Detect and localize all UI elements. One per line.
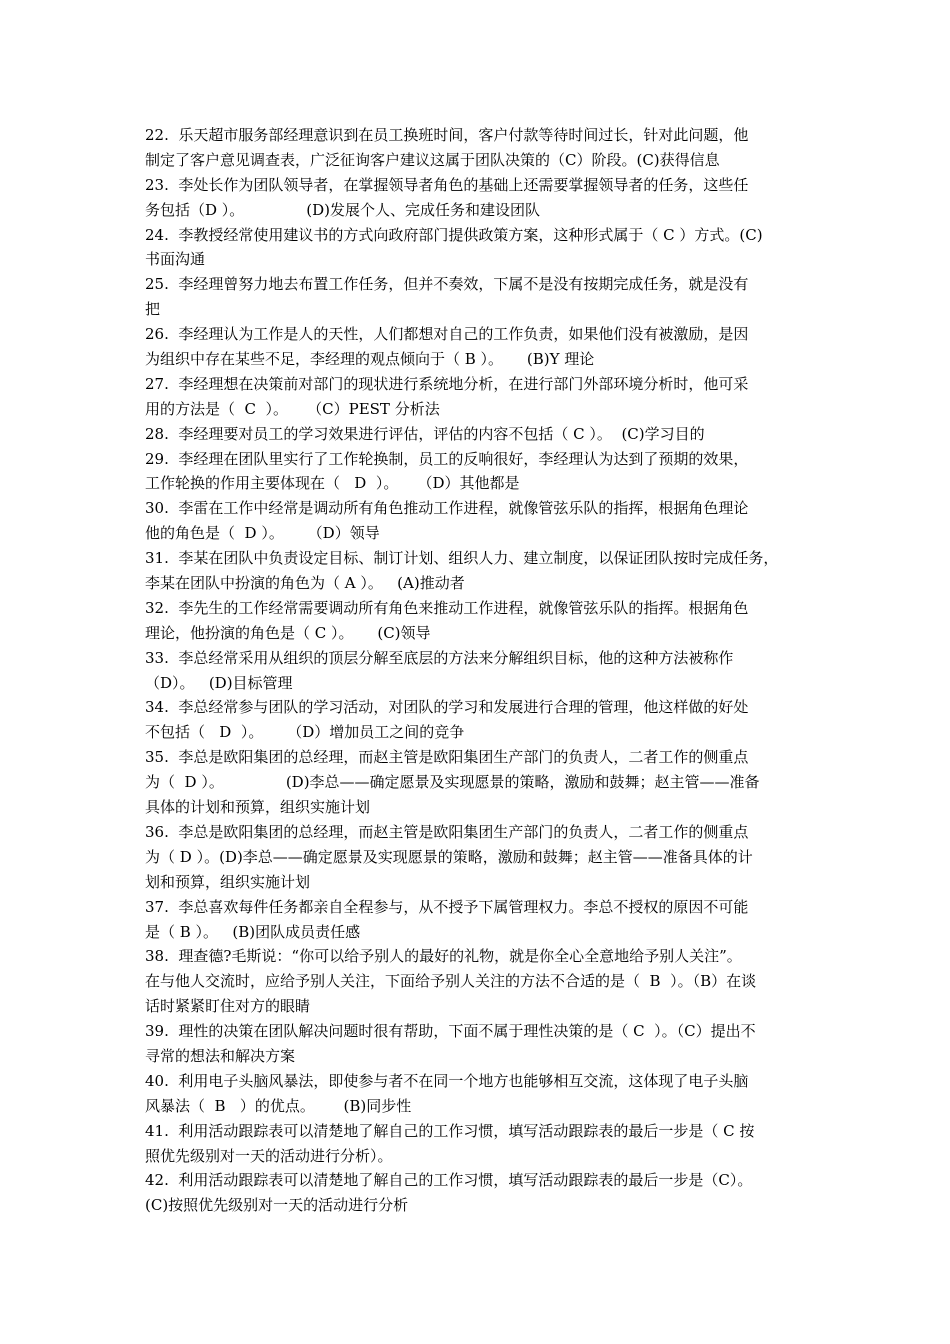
question-text-line: 23. 李处长作为团队领导者，在掌握领导者角色的基础上还需要掌握领导者的任务，这些任 [145,175,749,194]
question-item-41 [145,1119,815,1169]
question-text-line: 24. 李教授经常使用建议书的方式向政府部门提供政策方案，这种形式属于（ C ）方式。(C) [145,225,763,244]
question-text-line: 25. 李经理曾努力地去布置工作任务，但并不奏效，下属不是没有按期完成任务，就是没有 [145,275,749,294]
question-text-line: 36. 李总是欧阳集团的总经理，而赵主管是欧阳集团生产部门的负责人，二者工作的侧重点 [145,822,749,841]
question-item-31 [145,546,815,596]
question-text-line: 理论，他扮演的角色是（ C ）。 (C)领导 [145,623,431,642]
question-text-line: 34. 李总经常参与团队的学习活动，对团队的学习和发展进行合理的管理，他这样做的好处 [145,698,749,717]
question-item-36 [145,820,815,895]
question-text-line: 用的方法是（ C ）。 （C）PEST 分析法 [145,399,440,418]
question-item-23 [145,173,815,223]
question-item-26 [145,322,815,372]
question-text-line: 30. 李雷在工作中经常是调动所有角色推动工作进程，就像管弦乐队的指挥，根据角色理论 [145,499,749,518]
question-text-line: 28. 李经理要对员工的学习效果进行评估，评估的内容不包括（ C ）。 (C)学习目的 [145,424,705,443]
question-item-37 [145,895,815,945]
question-text-line: 李某在团队中扮演的角色为（ A ）。 (A)推动者 [145,574,465,593]
question-item-29 [145,447,815,497]
question-item-28 [145,422,815,447]
question-text-line: 26. 李经理认为工作是人的天性，人们都想对自己的工作负责，如果他们没有被激励，是因 [145,325,749,344]
question-text-line: 为组织中存在某些不足，李经理的观点倾向于（ B ）。 (B)Y 理论 [145,350,595,369]
question-text-line: 把 [145,300,161,319]
question-item-22 [145,123,815,173]
question-text-line: 41. 利用活动跟踪表可以清楚地了解自己的工作习惯，填写活动跟踪表的最后一步是（ C 按 [145,1121,755,1140]
question-text-line: 话时紧紧盯住对方的眼睛 [145,997,311,1016]
question-text-line: 22. 乐天超市服务部经理意识到在员工换班时间，客户付款等待时间过长，针对此问题，他 [145,126,749,144]
question-item-42 [145,1168,815,1218]
question-item-27 [145,372,815,422]
question-text-line: 风暴法（ B ）的优点。 (B)同步性 [145,1096,412,1115]
question-item-25 [145,272,815,322]
question-text-line: 29. 李经理在团队里实行了工作轮换制，员工的反响很好，李经理认为达到了预期的效果， [145,449,749,468]
question-item-32 [145,596,815,646]
question-text-line: 31. 李某在团队中负责设定目标、制订计划、组织人力、建立制度，以保证团队按时完成任务， [145,549,779,568]
question-text-line: 不包括（ D ）。 （D）增加员工之间的竞争 [145,723,465,742]
question-text-line: 在与他人交流时，应给予别人关注，下面给予别人关注的方法不合适的是（ B ）。（B）在谈 [145,972,757,991]
question-text-line: 制定了客户意见调查表，广泛征询客户建议这属于团队决策的（C）阶段。(C)获得信息 [145,150,720,169]
question-text-line: 为（ D ）。 (D)李总——确定愿景及实现愿景的策略，激励和鼓舞；赵主管——准备 [145,773,760,792]
question-item-34 [145,695,815,745]
question-text-line: 务包括（D ）。 (D)发展个人、完成任务和建设团队 [145,200,541,219]
question-text-line: 划和预算，组织实施计划 [145,872,311,891]
question-text-line: 33. 李总经常采用从组织的顶层分解至底层的方法来分解组织目标，他的这种方法被称作 [145,648,734,667]
question-item-30 [145,496,815,546]
question-text-line: 具体的计划和预算，组织实施计划 [145,798,371,817]
question-text-line: 书面沟通 [145,250,206,269]
question-text-line: 寻常的想法和解决方案 [145,1046,296,1065]
question-item-24 [145,223,815,273]
question-text-line: 32. 李先生的工作经常需要调动所有角色来推动工作进程，就像管弦乐队的指挥。根据角色 [145,598,749,617]
question-text-line: 39. 理性的决策在团队解决问题时很有帮助，下面不属于理性决策的是（ C ）。（C）提出不 [145,1022,756,1041]
question-text-line: 工作轮换的作用主要体现在（ D ）。 （D）其他都是 [145,474,520,493]
question-text-line: 35. 李总是欧阳集团的总经理，而赵主管是欧阳集团生产部门的负责人，二者工作的侧重点 [145,748,749,767]
question-item-33 [145,646,815,696]
question-text-line: 40. 利用电子头脑风暴法，即使参与者不在同一个地方也能够相互交流，这体现了电子头脑 [145,1071,749,1090]
question-text-line: 他的角色是（ D ）。 （D）领导 [145,524,380,543]
question-text-line: 照优先级别对一天的活动进行分析）。 [145,1146,393,1165]
question-text-line: (C)按照优先级别对一天的活动进行分析 [145,1196,409,1215]
question-text-line: 27. 李经理想在决策前对部门的现状进行系统地分析，在进行部门外部环境分析时，他可采 [145,374,749,393]
question-item-39 [145,1019,815,1069]
question-item-38 [145,944,815,1019]
question-list [145,123,815,1218]
question-text-line: 为（ D ）。(D)李总——确定愿景及实现愿景的策略，激励和鼓舞；赵主管——准备具体的计 [145,847,753,866]
question-text-line: 是（ B ）。 (B)团队成员责任感 [145,922,361,941]
question-text-line: 37. 李总喜欢每件任务都亲自全程参与，从不授予下属管理权力。李总不授权的原因不可能 [145,897,749,916]
question-item-40 [145,1069,815,1119]
question-text-line: （D）。 (D)目标管理 [145,673,293,692]
question-text-line: 38. 理查德?毛斯说：“你可以给予别人的最好的礼物，就是你全心全意地给予别人关注”。 [145,947,742,966]
question-item-35 [145,745,815,820]
question-text-line: 42. 利用活动跟踪表可以清楚地了解自己的工作习惯，填写活动跟踪表的最后一步是（C）。 [145,1171,753,1190]
